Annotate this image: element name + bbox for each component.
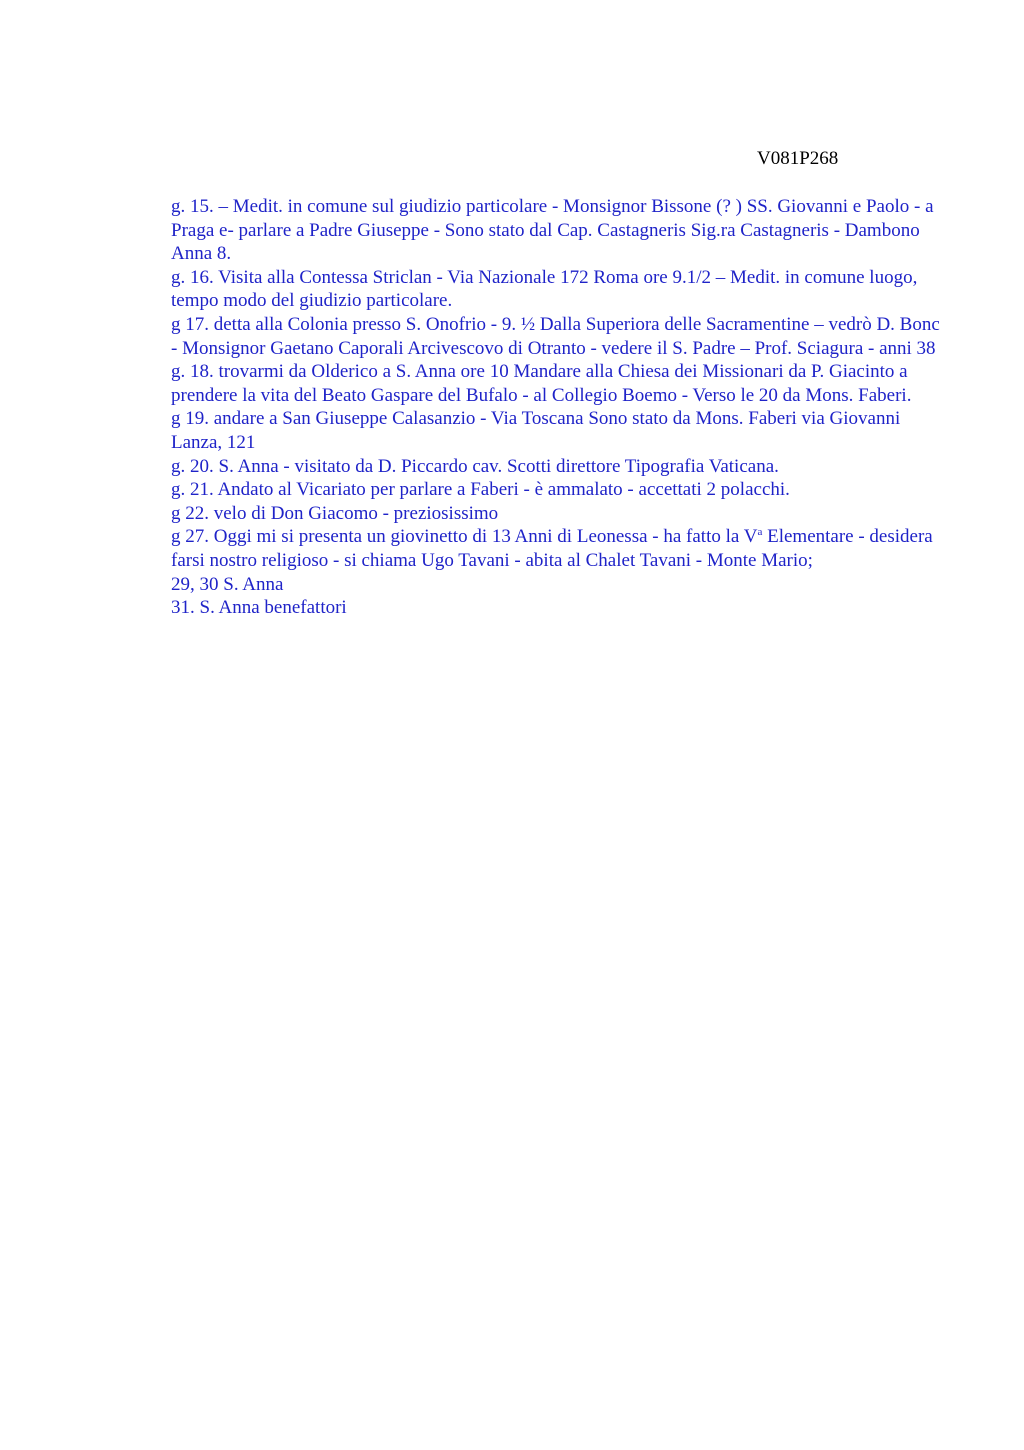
diary-entry-18: g. 18. trovarmi da Olderico a S. Anna ore 10 Mandare alla Chiesa dei Missionari da P. Giacinto a prendere la vita del Beato Gaspare del Bufalo - al Collegio Boemo - Verso le 20 da Mons. Faberi.: [171, 361, 912, 406]
superscript-ordinal: a: [757, 526, 763, 539]
diary-entry-31: 31. S. Anna benefattori: [171, 597, 347, 619]
diary-entry-17: g 17. detta alla Colonia presso S. Onofrio - 9. ½ Dalla Superiora delle Sacramentine – vedrò D. Bonc - Monsignor Gaetano Caporali Arcivescovo di Otranto - vedere il S. Padre – Prof. Sciagura - anni 38: [171, 313, 940, 359]
diary-entry-22: g 22. velo di Don Giacomo - preziosissimo: [171, 502, 499, 524]
diary-entry-20: g. 20. S. Anna - visitato da D. Piccardo cav. Scotti direttore Tipografia Vaticana.: [171, 455, 779, 477]
diary-entry-15: g. 15. – Medit. in comune sul giudizio particolare - Monsignor Bissone (? ) SS. Giovanni e Paolo - a Praga e- parlare a Padre Giuseppe - Sono stato dal Cap. Castagneris Sig.ra Castagneris - Dambono Anna 8.: [171, 196, 934, 265]
diary-entry-27: [171, 525, 941, 572]
diary-entry-21: g. 21. Andato al Vicariato per parlare a Faberi - è ammalato - accettati 2 polacchi.: [171, 479, 790, 501]
diary-entries: [171, 195, 941, 620]
diary-entry-29-30: 29, 30 S. Anna: [171, 573, 284, 595]
diary-entry-27-text-start: g 27. Oggi mi si presenta un giovinetto di 13 Anni di Leonessa - ha fatto la V: [171, 526, 758, 548]
diary-entry-19: g 19. andare a San Giuseppe Calasanzio - Via Toscana Sono stato da Mons. Faberi via Giovanni Lanza, 121: [171, 408, 901, 453]
diary-entry-27-text-end: Elementare - desidera farsi nostro religioso - si chiama Ugo Tavani - abita al Chalet Tavani - Monte Mario;: [171, 526, 933, 571]
diary-entry-16: g. 16. Visita alla Contessa Striclan - Via Nazionale 172 Roma ore 9.1/2 – Medit. in comune luogo, tempo modo del giudizio particolare.: [171, 266, 918, 312]
page-identifier: V081P268: [757, 148, 839, 169]
